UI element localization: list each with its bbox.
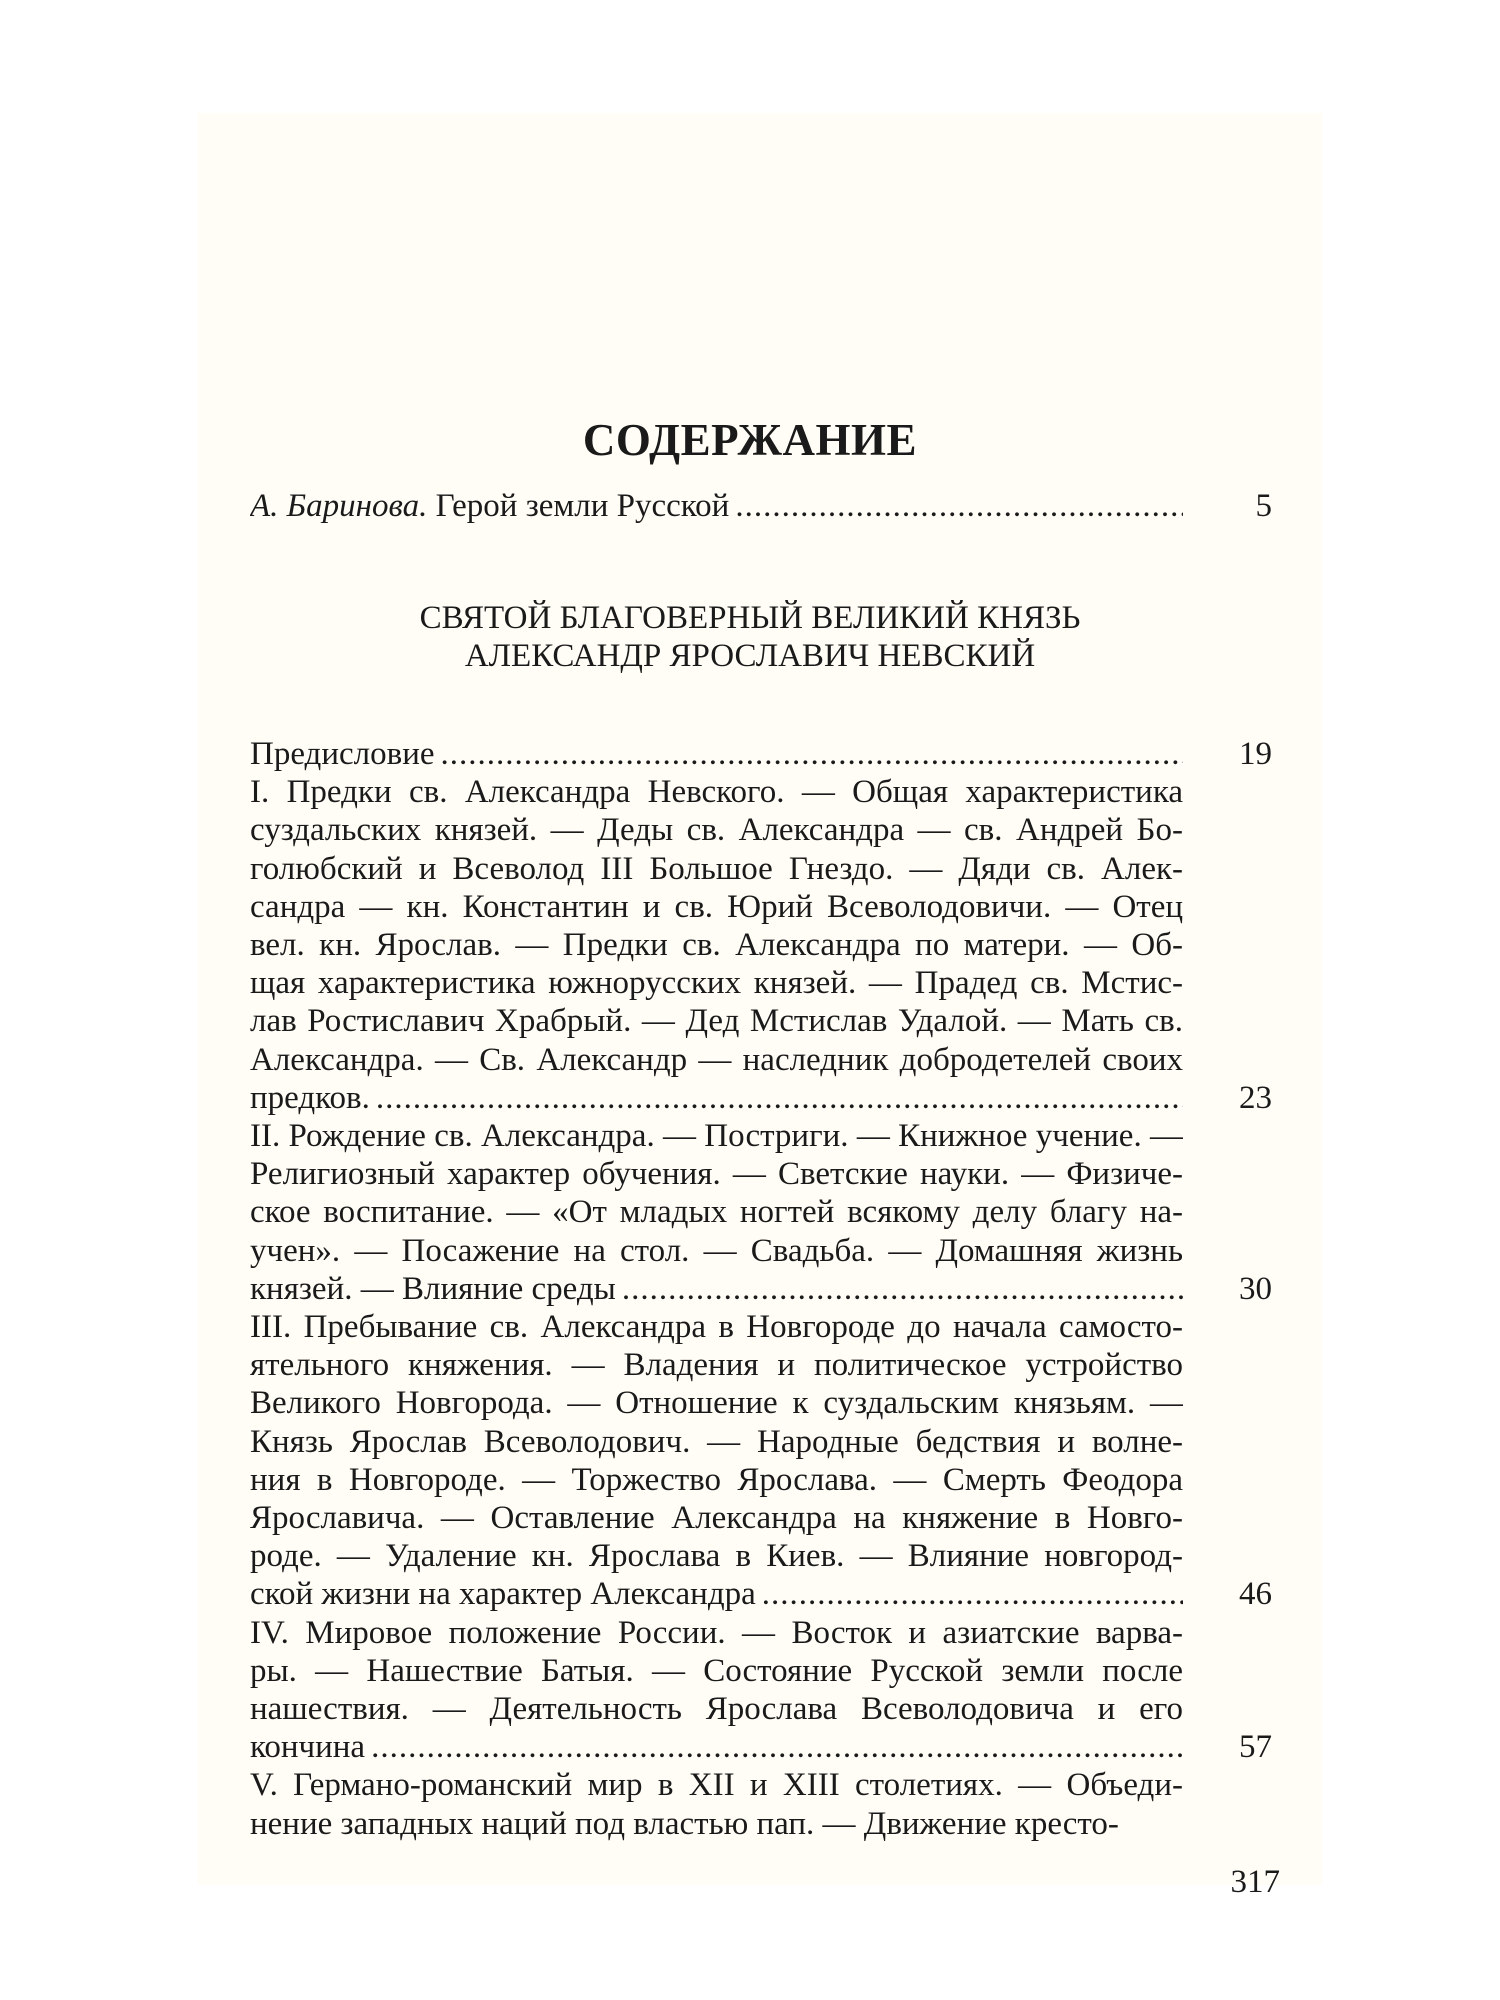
toc-entry-line xyxy=(250,1727,1183,1767)
section-heading-line2: АЛЕКСАНДР ЯРОСЛАВИЧ НЕВСКИЙ xyxy=(464,638,1036,674)
toc-page-number: 46 xyxy=(1239,1576,1272,1613)
toc-page-number: 30 xyxy=(1239,1270,1272,1307)
dot-leader xyxy=(441,734,1184,774)
intro-page-number: 5 xyxy=(1255,488,1272,524)
toc-entry-line: Князь Ярослав Всеволодович. — Народные бедствия и волне- xyxy=(250,1423,1183,1460)
toc-entry-intro xyxy=(250,486,1183,526)
toc-entry-line: суздальских князей. — Деды св. Александра — св. Андрей Бо- xyxy=(250,812,1183,849)
toc-entry-line: Ярославича. — Оставление Александра на княжение в Новго- xyxy=(250,1500,1183,1536)
toc-line-text: Предисловие xyxy=(250,736,435,772)
toc-entry-line: сандра — кн. Константин и св. Юрий Всеволодовичи. — Отец xyxy=(250,888,1183,925)
toc-entry-line: голюбский и Всеволод III Большое Гнездо. — Дяди св. Алек- xyxy=(250,850,1183,887)
toc-entry-line: ское воспитание. — «От младых ногтей всякому делу благу на- xyxy=(250,1194,1183,1231)
toc-entry-line: вел. кн. Ярослав. — Предки св. Александра по матери. — Об- xyxy=(250,927,1183,963)
intro-title: Герой земли Русской xyxy=(427,488,730,524)
section-heading-line1: СВЯТОЙ БЛАГОВЕРНЫЙ ВЕЛИКИЙ КНЯЗЬ xyxy=(419,600,1081,636)
toc-page-number: 19 xyxy=(1239,736,1272,772)
toc-entry-line: ния в Новгороде. — Торжество Ярослава. — Смерть Феодора xyxy=(250,1461,1183,1498)
toc-entry-line: II. Рождение св. Александра. — Постриги. — Книжное учение. — xyxy=(250,1118,1183,1154)
toc-entry-line: нение западных наций под властью пап. — Движение кресто- xyxy=(250,1805,1119,1842)
toc-entry-line xyxy=(250,734,1183,774)
dot-leader xyxy=(371,1727,1183,1767)
page-folio: 317 xyxy=(1230,1864,1280,1900)
toc-entry-line: щая характеристика южнорусских князей. — Прадед св. Мстис- xyxy=(250,965,1183,1002)
toc-entry-line xyxy=(250,1574,1183,1614)
toc-entry-line: учен». — Посажение на стол. — Свадьба. — Домашняя жизнь xyxy=(250,1232,1183,1269)
toc-entry-line: Великого Новгорода. — Отношение к суздальским князьям. — xyxy=(250,1385,1183,1422)
toc-entry-line xyxy=(250,1078,1183,1118)
toc-entry-line: Александра. — Св. Александр — наследник добродетелей своих xyxy=(250,1041,1183,1078)
dot-leader xyxy=(622,1269,1183,1309)
intro-author: А. Баринова. xyxy=(250,488,428,524)
toc-entry-line: V. Германо-романский мир в XII и XIII столетиях. — Объеди- xyxy=(250,1767,1183,1804)
toc-page-number: 23 xyxy=(1239,1079,1272,1116)
toc-entry-line: Религиозный характер обучения. — Светские науки. — Физиче- xyxy=(250,1156,1183,1193)
toc-entry-line: лав Ростиславич Храбрый. — Дед Мстислав Удалой. — Мать св. xyxy=(250,1003,1183,1040)
dot-leader xyxy=(762,1574,1183,1614)
dot-leader xyxy=(376,1078,1183,1118)
page-title: СОДЕРЖАНИЕ xyxy=(582,415,918,465)
toc-entry-line: роде. — Удаление кн. Ярослава в Киев. — Влияние новгород- xyxy=(250,1538,1183,1575)
toc-entry-line: ятельного княжения. — Владения и политическое устройство xyxy=(250,1347,1183,1384)
toc-entry-line xyxy=(250,1269,1183,1309)
toc-entry-line: I. Предки св. Александра Невского. — Общая характеристика xyxy=(250,774,1183,811)
toc-entry-line: ры. — Нашествие Батыя. — Состояние Русской земли после xyxy=(250,1652,1183,1689)
toc-line-text: князей. — Влияние среды xyxy=(250,1270,616,1307)
toc-line-text: кончина xyxy=(250,1729,366,1766)
dot-leader xyxy=(735,486,1183,526)
toc-entry-line: нашествия. — Деятельность Ярослава Всеволодовича и его xyxy=(250,1691,1183,1727)
toc-line-text: ской жизни на характер Александра xyxy=(250,1576,756,1613)
toc-page-number: 57 xyxy=(1239,1729,1272,1766)
toc-entry-line: III. Пребывание св. Александра в Новгороде до начала самосто- xyxy=(250,1309,1183,1345)
toc-entry-line: IV. Мировое положение России. — Восток и азиатские варва- xyxy=(250,1614,1183,1651)
toc-line-text: предков. xyxy=(250,1079,370,1116)
